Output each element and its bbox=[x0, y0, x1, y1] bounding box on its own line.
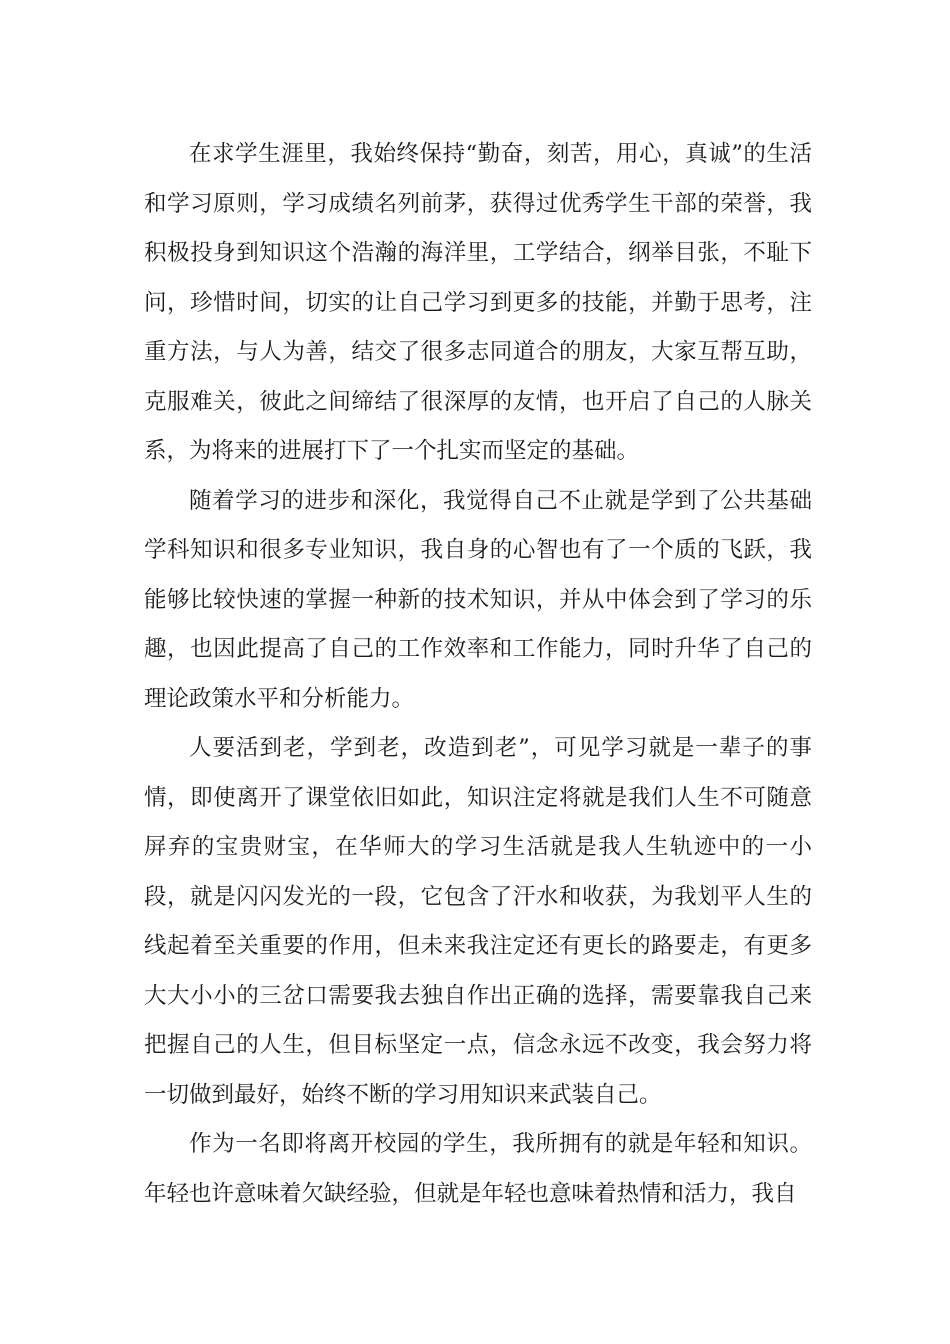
document-body bbox=[144, 130, 812, 1219]
paragraph-2: 随着学习的进步和深化，我觉得自己不止就是学到了公共基础学科知识和很多专业知识，我自身的心智也有了一个质的飞跃，我能够比较快速的掌握一种新的技术知识，并从中体会到了学习的乐趣，也因此提高了自己的工作效率和工作能力，同时升华了自己的理论政策水平和分析能力。 bbox=[144, 487, 812, 712]
paragraph-3: 人要活到老，学到老，改造到老”，可见学习就是一辈子的事情，即使离开了课堂依旧如此，知识注定将就是我们人生不可随意屏弃的宝贵财宝，在华师大的学习生活就是我人生轨迹中的一小段，就是闪闪发光的一段，它包含了汗水和收获，为我划平人生的线起着至关重要的作用，但未来我注定还有更长的路要走，有更多大大小小的三岔口需要我去独自作出正确的选择，需要靠我自己来把握自己的人生，但目标坚定一点，信念永远不改变，我会努力将一切做到最好，始终不断的学习用知识来武装自己。 bbox=[144, 735, 812, 1108]
paragraph-1: 在求学生涯里，我始终保持“勤奋，刻苦，用心，真诚”的生活和学习原则，学习成绩名列前茅，获得过优秀学生干部的荣誉，我积极投身到知识这个浩瀚的海洋里，工学结合，纲举目张，不耻下问，珍惜时间，切实的让自己学习到更多的技能，并勤于思考，注重方法，与人为善，结交了很多志同道合的朋友，大家互帮互助，克服难关，彼此之间缔结了很深厚的友情，也开启了自己的人脉关系，为将来的进展打下了一个扎实而坚定的基础。 bbox=[144, 141, 812, 464]
paragraph-4: 作为一名即将离开校园的学生，我所拥有的就是年轻和知识。年轻也许意味着欠缺经验，但就是年轻也意味着热情和活力，我自 bbox=[144, 1131, 812, 1207]
